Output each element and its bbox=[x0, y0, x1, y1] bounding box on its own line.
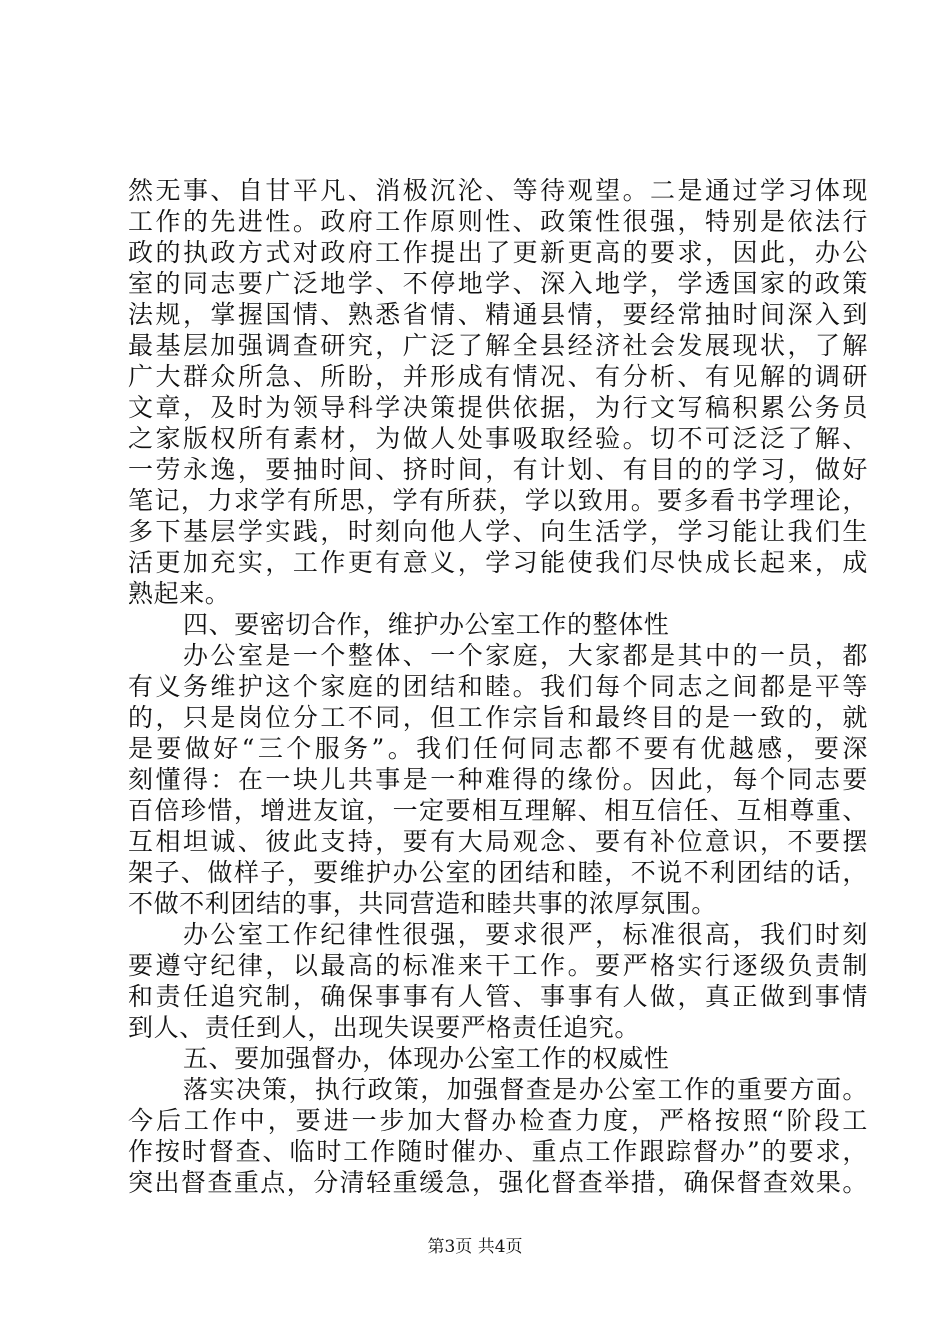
body-text-line: 和责任追究制，确保事事有人管、事事有人做，真正做到事情 bbox=[128, 982, 868, 1011]
body-text-line: 文章，及时为领导科学决策提供依据，为行文写稿积累公务员 bbox=[128, 393, 868, 422]
body-text-line: 要遵守纪律，以最高的标准来干工作。要严格实行逐级负责制 bbox=[128, 951, 868, 980]
body-text-line: 架子、做样子，要维护办公室的团结和睦，不说不利团结的话， bbox=[128, 858, 868, 887]
body-text-line: 一劳永逸，要抽时间、挤时间，有计划、有目的的学习，做好 bbox=[128, 455, 868, 484]
body-text-line: 有义务维护这个家庭的团结和睦。我们每个同志之间都是平等 bbox=[128, 672, 868, 701]
page-number-footer: 第3页 共4页 bbox=[427, 1237, 523, 1257]
body-text-line: 落实决策，执行政策，加强督查是办公室工作的重要方面。 bbox=[183, 1075, 868, 1104]
section-heading: 五、要加强督办，体现办公室工作的权威性 bbox=[183, 1044, 670, 1073]
body-text-line: 广大群众所急、所盼，并形成有情况、有分析、有见解的调研 bbox=[128, 362, 868, 391]
body-text-line: 室的同志要广泛地学、不停地学、深入地学，学透国家的政策 bbox=[128, 269, 868, 298]
body-text-line: 多下基层学实践，时刻向他人学、向生活学，学习能让我们生 bbox=[128, 517, 868, 546]
body-text-line: 办公室工作纪律性很强，要求很严，标准很高，我们时刻 bbox=[183, 920, 868, 949]
body-text-line: 最基层加强调查研究，广泛了解全县经济社会发展现状，了解 bbox=[128, 331, 868, 360]
body-text-line: 今后工作中，要进一步加大督办检查力度，严格按照“阶段工 bbox=[128, 1106, 868, 1135]
body-text-line: 笔记，力求学有所思，学有所获，学以致用。要多看书学理论， bbox=[128, 486, 868, 515]
body-text-line: 活更加充实，工作更有意义，学习能使我们尽快成长起来，成 bbox=[128, 548, 868, 577]
body-text-line: 不做不利团结的事，共同营造和睦共事的浓厚氛围。 bbox=[128, 889, 717, 918]
body-text-line: 然无事、自甘平凡、消极沉沦、等待观望。二是通过学习体现 bbox=[128, 176, 868, 205]
body-text-line: 突出督查重点，分清轻重缓急，强化督查举措，确保督查效果。 bbox=[128, 1168, 868, 1197]
body-text-line: 作按时督查、临时工作随时催办、重点工作跟踪督办”的要求， bbox=[128, 1137, 868, 1166]
body-text-line: 政的执政方式对政府工作提出了更新更高的要求，因此，办公 bbox=[128, 238, 868, 267]
body-text-line: 刻懂得：在一块儿共事是一种难得的缘份。因此，每个同志要 bbox=[128, 765, 868, 794]
body-text-line: 工作的先进性。政府工作原则性、政策性很强，特别是依法行 bbox=[128, 207, 868, 236]
body-text-line: 互相坦诚、彼此支持，要有大局观念、要有补位意识，不要摆 bbox=[128, 827, 868, 856]
body-text-line: 是要做好“三个服务”。我们任何同志都不要有优越感，要深 bbox=[128, 734, 868, 763]
body-text-line: 百倍珍惜，增进友谊，一定要相互理解、相互信任、互相尊重、 bbox=[128, 796, 868, 825]
section-heading: 四、要密切合作，维护办公室工作的整体性 bbox=[183, 610, 670, 639]
body-text-line: 熟起来。 bbox=[128, 579, 231, 608]
body-text-line: 法规，掌握国情、熟悉省情、精通县情，要经常抽时间深入到 bbox=[128, 300, 868, 329]
body-text-line: 到人、责任到人，出现失误要严格责任追究。 bbox=[128, 1013, 641, 1042]
body-text-line: 的，只是岗位分工不同，但工作宗旨和最终目的是一致的，就 bbox=[128, 703, 868, 732]
body-text-line: 之家版权所有素材，为做人处事吸取经验。切不可泛泛了解、 bbox=[128, 424, 868, 453]
body-text-line: 办公室是一个整体、一个家庭，大家都是其中的一员，都 bbox=[183, 641, 868, 670]
